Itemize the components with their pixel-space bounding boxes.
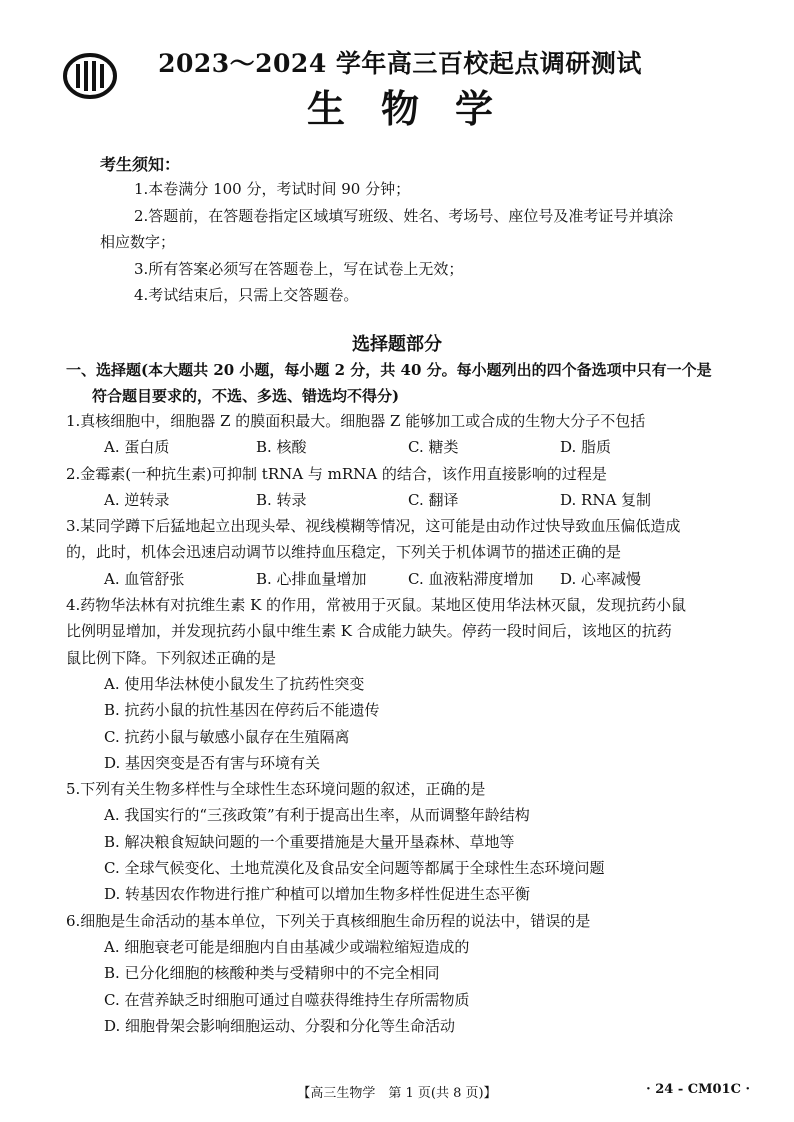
section-instructions [66,357,756,409]
question-stem: 6.细胞是生命活动的基本单位，下列关于真核细胞生命历程的说法中，错误的是 [66,911,591,930]
option-d: D. RNA 复制 [560,490,652,509]
option-d: D. 脂质 [560,438,612,457]
question-stem: 鼠比例下降。下列叙述正确的是 [66,648,277,667]
question-stem: 5.下列有关生物多样性与全球性生态环境问题的叙述，正确的是 [66,780,486,799]
notice-item: 1.本卷满分 100 分，考试时间 90 分钟； [134,180,411,198]
option-c: C. 抗药小鼠与敏感小鼠存在生殖隔离 [104,727,350,746]
question-2 [66,461,756,514]
instructions-line: 符合题目要求的，不选、多选、错选均不得分) [92,387,400,405]
option-c: C. 血液粘滞度增加 [408,569,534,588]
question-stem: 比例明显增加，并发现抗药小鼠中维生素 K 合成能力缺失。停药一段时间后，该地区的抗药 [66,622,672,641]
question-6 [66,908,756,1039]
option-row [66,566,756,592]
notice-item: 4.考试结束后，只需上交答题卷。 [134,286,359,304]
option-b: B. 转录 [256,490,307,509]
option-b: B. 抗药小鼠的抗性基因在停药后不能遗传 [104,701,380,720]
notice-list [100,176,740,309]
option-c: C. 全球气候变化、土地荒漠化及食品安全问题等都属于全球性生态环境问题 [104,859,605,878]
notice-heading: 考生须知： [100,155,181,174]
option-a: A. 细胞衰老可能是细胞内自由基减少或端粒缩短造成的 [104,937,470,956]
school-logo-icon [62,52,118,100]
option-b: B. 已分化细胞的核酸种类与受精卵中的不完全相同 [104,964,440,983]
option-b: B. 核酸 [256,438,307,457]
section-title: 选择题部分 [352,334,442,355]
question-stem: 2.金霉素(一种抗生素)可抑制 tRNA 与 mRNA 的结合，该作用直接影响的过程是 [66,464,607,483]
option-a: A. 逆转录 [104,490,170,509]
option-row [66,434,756,460]
question-stem: 的，此时，机体会迅速启动调节以维持血压稳定，下列关于机体调节的描述正确的是 [66,543,622,562]
question-4 [66,592,756,776]
question-stem: 4.药物华法林有对抗维生素 K 的作用，常被用于灭鼠。某地区使用华法林灭鼠，发现抗药小鼠 [66,596,687,615]
option-b: B. 心排血量增加 [256,569,367,588]
question-5 [66,776,756,907]
option-d: D. 基因突变是否有害与环境有关 [104,753,321,772]
option-row [66,487,756,513]
option-d: D. 细胞骨架会影响细胞运动、分裂和分化等生命活动 [104,1016,456,1035]
option-c: C. 糖类 [408,438,459,457]
subject-title: 生物学 [306,86,529,131]
option-d: D. 转基因农作物进行推广种植可以增加生物多样性促进生态平衡 [104,885,531,904]
option-c: C. 翻译 [408,490,459,509]
question-stem: 1.真核细胞中，细胞器 Z 的膜面积最大。细胞器 Z 能够加工或合成的生物大分子不包括 [66,412,646,430]
exam-title: 2023～2024 学年高三百校起点调研测试 [158,49,642,78]
notice-item: 3.所有答案必须写在答题卷上，写在试卷上无效； [134,259,464,278]
option-a: A. 我国实行的“三孩政策”有利于提高出生率，从而调整年龄结构 [104,806,530,825]
notice-item-continued: 相应数字； [100,233,176,251]
option-a: A. 蛋白质 [104,438,170,457]
question-1 [66,408,756,461]
option-b: B. 解决粮食短缺问题的一个重要措施是大量开垦森林、草地等 [104,832,515,851]
question-3 [66,513,756,592]
page-number: 【高三生物学 第 1 页(共 8 页)】 [297,1086,497,1101]
option-c: C. 在营养缺乏时细胞可通过自噬获得维持生存所需物质 [104,990,470,1009]
question-list [66,408,756,1039]
option-a: A. 血管舒张 [104,569,185,588]
option-a: A. 使用华法林使小鼠发生了抗药性突变 [104,674,365,693]
exam-code: · 24 - CM01C · [646,1082,750,1097]
notice-item: 2.答题前，在答题卷指定区域填写班级、姓名、考场号、座位号及准考证号并填涂 [134,206,674,225]
question-stem: 3.某同学蹲下后猛地起立出现头晕、视线模糊等情况，这可能是由动作过快导致血压偏低造成 [66,517,681,536]
instructions-line: 一、选择题(本大题共 20 小题，每小题 2 分，共 40 分。每小题列出的四个备选项中只有一个是 [66,361,712,379]
option-d: D. 心率减慢 [560,569,642,588]
